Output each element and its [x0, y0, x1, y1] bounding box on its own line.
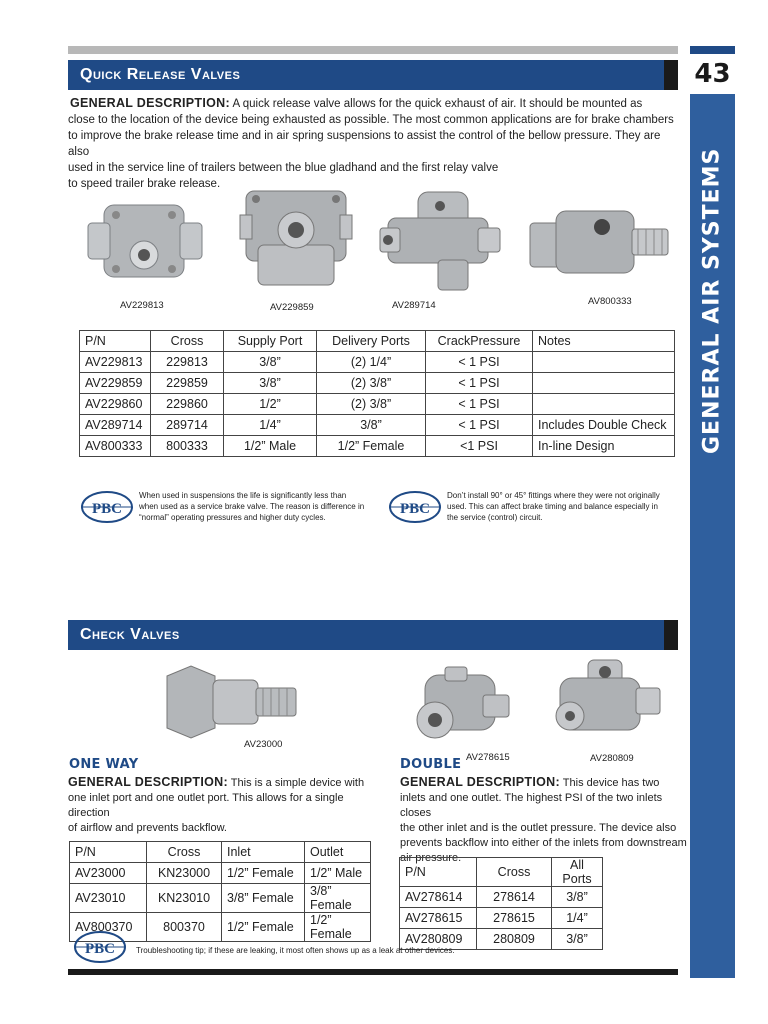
bottom-rule	[68, 969, 678, 975]
pbc-logo-text: PBC	[85, 941, 115, 957]
pbc-logo	[80, 490, 134, 529]
caption-av800333: AV800333	[588, 296, 632, 307]
pbc-logo-text: PBC	[400, 501, 430, 517]
double-description: GENERAL DESCRIPTION: This device has two inlets and one outlet. The highest PSI of the two inlets closes the other inlet and is the outlet pressure. The device also prevents backflow into either of the inlets from downstream air pressure.	[400, 775, 687, 864]
tip-troubleshooting: Troubleshooting tip; if these are leaking, it most often shows up as a leak at other devices.	[136, 946, 455, 955]
table-row: AV229813 229813 3/8” (2) 1/4” < 1 PSI	[80, 352, 675, 373]
product-image-av23000	[163, 662, 303, 742]
one-way-description: GENERAL DESCRIPTION: This is a simple device with one inlet port and one outlet port. This allows for a single direction of airflow and prevents backflow.	[68, 775, 365, 834]
side-title: GENERAL AIR SYSTEMS	[699, 147, 725, 454]
caption-av229813: AV229813	[120, 300, 164, 311]
tip-suspension: When used in suspensions the life is significantly less than when used as a service brake valve. The reason is difference in “normal” operating pressures and higher duty cycles.	[139, 491, 365, 522]
one-way-table	[69, 841, 371, 942]
pbc-logo	[388, 490, 442, 529]
quick-release-description: GENERAL DESCRIPTION: A quick release valve allows for the quick exhaust of air. It should be mounted as close to the location of the device being exhausted as possible. The most common applications are for brake chambers to improve the brake release time and in air spring suspensions to assist the control of the bellow pressure. They are also used in the service line of trailers between the blue gladhand and the first relay valve to speed trailer brake release.	[68, 96, 674, 190]
quick-release-table	[79, 330, 675, 457]
product-image-av289714	[378, 188, 508, 298]
pbc-logo	[73, 930, 127, 969]
table-row: AV23010 KN23010 3/8” Female 3/8” Female	[70, 884, 371, 913]
top-rule	[68, 46, 678, 54]
table-row: AV800333 800333 1/2” Male 1/2” Female <1 PSI In-line Design	[80, 436, 675, 457]
product-image-av800333	[528, 205, 673, 280]
table-row: AV23000 KN23000 1/2” Female 1/2” Male	[70, 863, 371, 884]
double-table	[399, 857, 603, 950]
caption-av23000: AV23000	[244, 739, 283, 750]
desc-label: GENERAL DESCRIPTION:	[70, 96, 230, 110]
page-number: 43	[690, 46, 735, 94]
product-image-av229813	[86, 193, 211, 288]
table-row: AV278614 278614 3/8”	[400, 887, 603, 908]
table-row: AV229860 229860 1/2” (2) 3/8” < 1 PSI	[80, 394, 675, 415]
caption-av289714: AV289714	[392, 300, 436, 311]
product-image-av229859	[238, 185, 358, 295]
table-row: AV229859 229859 3/8” (2) 3/8” < 1 PSI	[80, 373, 675, 394]
table-row: AV289714 289714 1/4” 3/8” < 1 PSI Includes Double Check	[80, 415, 675, 436]
check-valves-heading: Check Valves	[68, 620, 678, 650]
caption-av229859: AV229859	[270, 302, 314, 313]
quick-release-heading: Quick Release Valves	[68, 60, 678, 90]
table-row: AV800370 800370 1/2” Female 1/2” Female	[70, 913, 371, 942]
tip-fittings: Don’t install 90° or 45° fittings where they were not originally used. This can affect brake timing and balance especially in the service (control) circuit.	[447, 491, 660, 522]
caption-av280809: AV280809	[590, 753, 634, 764]
table-header-row: P/N Cross All Ports	[400, 858, 603, 887]
double-title: DOUBLE	[400, 757, 462, 772]
one-way-title: ONE WAY	[69, 757, 139, 772]
product-image-av278615	[405, 665, 515, 750]
pbc-logo-text: PBC	[92, 501, 122, 517]
table-header-row: P/N Cross Inlet Outlet	[70, 842, 371, 863]
caption-av278615: AV278615	[466, 752, 510, 763]
table-row: AV278615 278615 1/4”	[400, 908, 603, 929]
table-row: AV280809 280809 3/8”	[400, 929, 603, 950]
table-header-row: P/N Cross Supply Port Delivery Ports CrackPressure Notes	[80, 331, 675, 352]
side-strip	[690, 94, 735, 978]
product-image-av280809	[550, 658, 665, 748]
